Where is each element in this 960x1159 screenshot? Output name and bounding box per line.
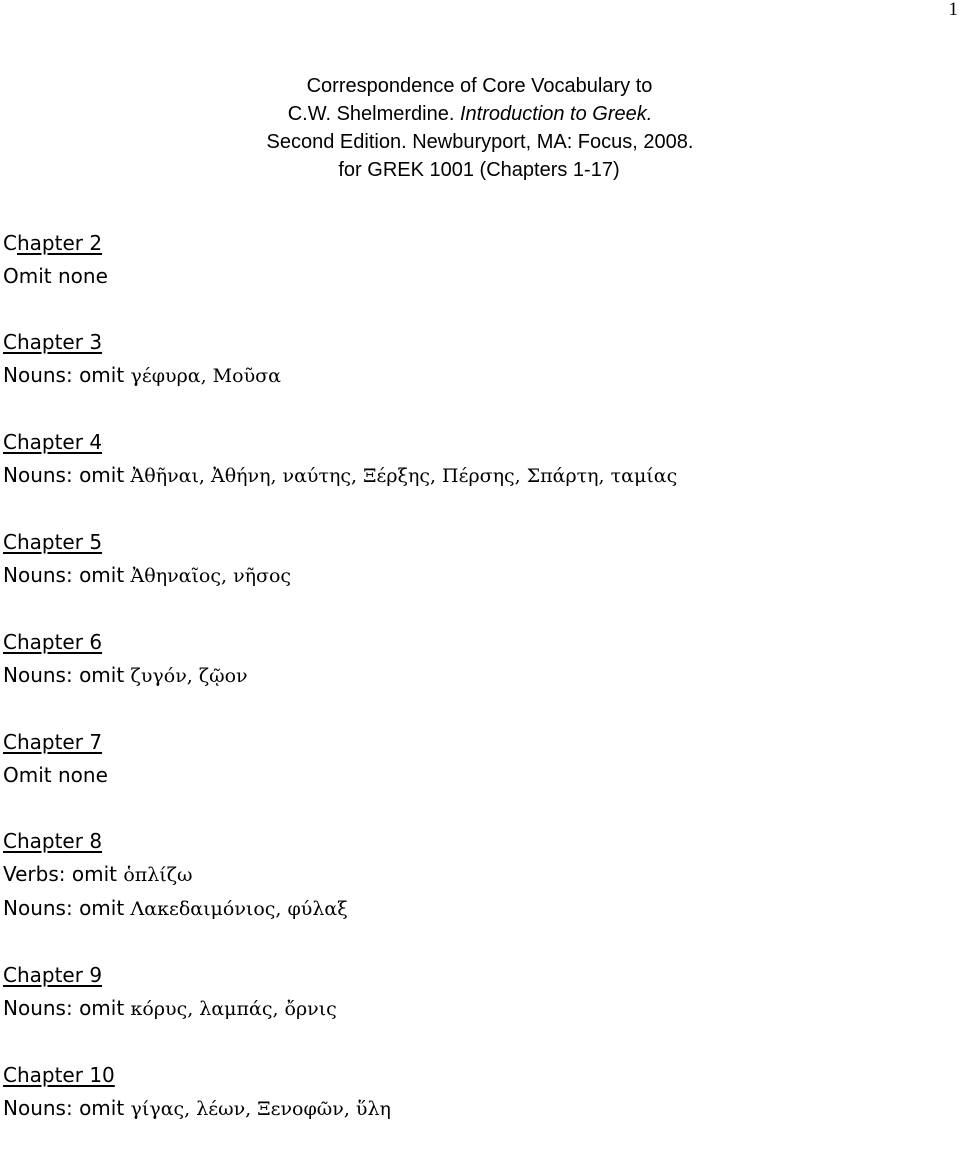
chapter-list <box>3 227 677 1159</box>
page-number: 1 <box>948 0 958 20</box>
chapter-heading <box>3 526 677 559</box>
title-line-2 <box>0 100 960 128</box>
omit-label: Nouns: omit <box>3 463 131 487</box>
title-line-4: for GREK 1001 (Chapters 1-17) <box>338 159 620 181</box>
chapter-heading <box>3 825 677 858</box>
omit-line <box>3 559 677 593</box>
greek-words: γίγας, λέων, Ξενοφῶν, ὕλη <box>130 1098 391 1120</box>
chapter-section <box>3 426 677 493</box>
chapter-section <box>3 959 677 1026</box>
omit-line <box>3 359 677 393</box>
chapter-heading <box>3 626 677 659</box>
title-line-3: Second Edition. Newburyport, MA: Focus, 2008. <box>266 131 694 153</box>
greek-words: Ἀθῆναι, Ἀθήνη, ναύτης, Ξέρξης, Πέρσης, Σπάρτη, ταμίας <box>130 465 678 487</box>
chapter-heading-text: Chapter 10 <box>3 1063 115 1087</box>
greek-words: ὁπλίζω <box>123 864 193 886</box>
chapter-heading-prefix: C <box>3 231 17 255</box>
document-title <box>0 72 960 184</box>
omit-line <box>3 992 677 1026</box>
omit-label: Nouns: omit <box>3 563 131 587</box>
omit-label: Omit none <box>3 763 108 787</box>
title-line-1: Correspondence of Core Vocabulary to <box>306 75 653 97</box>
omit-label: Nouns: omit <box>3 1096 131 1120</box>
chapter-heading-text: Chapter 4 <box>3 430 103 454</box>
chapter-heading-text: Chapter 6 <box>3 630 103 654</box>
greek-words: Λακεδαιμόνιος, φύλαξ <box>130 898 348 920</box>
chapter-heading-text: hapter 2 <box>16 231 103 255</box>
omit-label: Nouns: omit <box>3 363 131 387</box>
greek-words: γέφυρα, Μοῦσα <box>130 365 281 387</box>
omit-line <box>3 659 677 693</box>
omit-line <box>3 892 677 926</box>
chapter-heading-text: Chapter 3 <box>3 330 103 354</box>
chapter-heading-text: Chapter 8 <box>3 829 103 853</box>
title-author: C.W. Shelmerdine. <box>287 103 460 125</box>
greek-words: ζυγόν, ζῷον <box>130 665 248 687</box>
chapter-heading <box>3 326 677 359</box>
chapter-heading-text: Chapter 7 <box>3 730 103 754</box>
omit-label: Nouns: omit <box>3 996 131 1020</box>
chapter-heading <box>3 227 677 260</box>
chapter-section <box>3 326 677 393</box>
chapter-heading <box>3 959 677 992</box>
omit-line <box>3 459 677 493</box>
chapter-heading <box>3 426 677 459</box>
chapter-heading-text: Chapter 5 <box>3 530 103 554</box>
omit-line <box>3 759 677 792</box>
omit-line <box>3 858 677 892</box>
omit-line <box>3 260 677 293</box>
greek-words: κόρυς, λαμπάς, ὄρνις <box>130 998 337 1020</box>
chapter-section <box>3 825 677 926</box>
chapter-heading-text: Chapter 9 <box>3 963 103 987</box>
chapter-heading <box>3 726 677 759</box>
chapter-heading <box>3 1059 677 1092</box>
chapter-section <box>3 1059 677 1126</box>
omit-label: Verbs: omit <box>3 862 124 886</box>
omit-label: Nouns: omit <box>3 663 131 687</box>
chapter-section <box>3 526 677 593</box>
greek-words: Ἀθηναῖος, νῆσος <box>130 565 292 587</box>
title-book: Introduction to Greek. <box>459 103 653 125</box>
chapter-section <box>3 726 677 792</box>
omit-label: Omit none <box>3 264 108 288</box>
chapter-section <box>3 626 677 693</box>
omit-label: Nouns: omit <box>3 896 131 920</box>
chapter-section <box>3 227 677 293</box>
